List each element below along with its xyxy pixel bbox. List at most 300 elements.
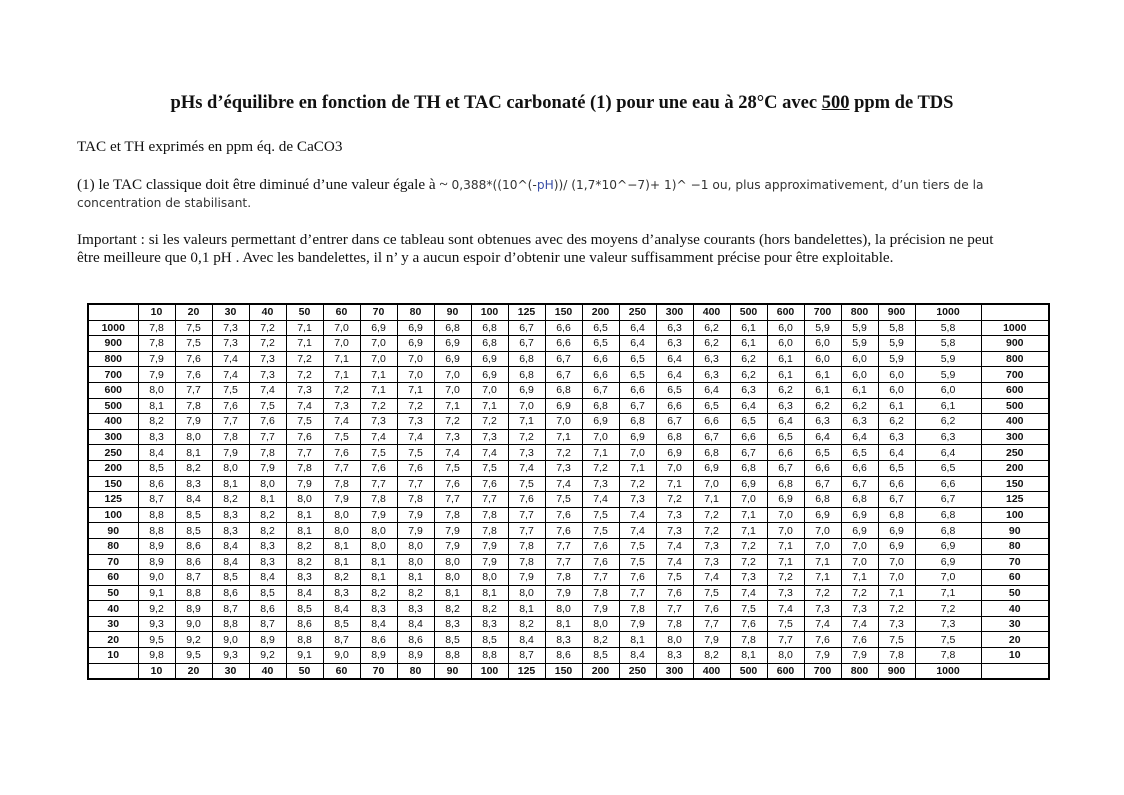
ph-value-cell: 8,1	[545, 616, 582, 632]
ph-value-cell: 6,2	[767, 382, 804, 398]
ph-value-cell: 8,9	[249, 632, 286, 648]
table-row	[88, 367, 1049, 383]
ph-value-cell: 5,9	[804, 320, 841, 336]
ph-value-cell: 8,4	[175, 492, 212, 508]
ph-value-cell: 7,0	[360, 351, 397, 367]
ph-value-cell: 7,7	[767, 632, 804, 648]
ph-value-cell: 6,2	[915, 414, 981, 430]
ph-value-cell: 6,9	[360, 320, 397, 336]
table-row	[88, 523, 1049, 539]
ph-value-cell: 8,4	[360, 616, 397, 632]
ph-value-cell: 6,8	[915, 507, 981, 523]
ph-value-cell: 6,5	[878, 460, 915, 476]
ph-value-cell: 7,0	[582, 429, 619, 445]
column-header: 40	[249, 304, 286, 320]
ph-value-cell: 8,0	[323, 523, 360, 539]
ph-value-cell: 7,2	[471, 414, 508, 430]
ph-value-cell: 7,7	[508, 523, 545, 539]
ph-value-cell: 7,0	[841, 554, 878, 570]
ph-value-cell: 8,5	[175, 507, 212, 523]
row-label-right: 900	[981, 336, 1049, 352]
column-header: 400	[693, 663, 730, 679]
column-header: 300	[656, 304, 693, 320]
ph-value-cell: 6,3	[841, 414, 878, 430]
ph-value-cell: 7,0	[323, 320, 360, 336]
ph-value-cell: 6,6	[767, 445, 804, 461]
ph-value-cell: 7,1	[286, 320, 323, 336]
ph-value-cell: 7,8	[878, 648, 915, 664]
column-header: 90	[434, 304, 471, 320]
ph-value-cell: 5,9	[841, 336, 878, 352]
ph-value-cell: 6,2	[693, 320, 730, 336]
row-label: 500	[88, 398, 138, 414]
ph-value-cell: 7,9	[434, 523, 471, 539]
ph-value-cell: 7,1	[323, 351, 360, 367]
ph-value-cell: 8,0	[471, 570, 508, 586]
ph-value-cell: 6,7	[508, 320, 545, 336]
ph-value-cell: 7,1	[767, 554, 804, 570]
ph-value-cell: 8,7	[138, 492, 175, 508]
ph-value-cell: 6,9	[767, 492, 804, 508]
column-header: 500	[730, 663, 767, 679]
ph-value-cell: 6,5	[582, 336, 619, 352]
column-header: 50	[286, 663, 323, 679]
column-header: 40	[249, 663, 286, 679]
ph-value-cell: 6,9	[582, 414, 619, 430]
ph-value-cell: 6,9	[915, 554, 981, 570]
ph-value-cell: 6,9	[619, 429, 656, 445]
ph-value-cell: 7,7	[175, 382, 212, 398]
ph-value-cell: 7,4	[656, 554, 693, 570]
ph-value-cell: 7,4	[841, 616, 878, 632]
ph-value-cell: 6,5	[767, 429, 804, 445]
important-line2: être meilleure que 0,1 pH . Avec les bandelettes, il n’ y a aucun espoir d’obtenir une valeur suffisamment précise pour être exploitable.	[77, 249, 894, 266]
ph-value-cell: 7,3	[693, 538, 730, 554]
row-label: 125	[88, 492, 138, 508]
ph-value-cell: 6,2	[804, 398, 841, 414]
ph-value-cell: 8,1	[360, 570, 397, 586]
ph-value-cell: 8,5	[323, 616, 360, 632]
ph-value-cell: 8,4	[212, 554, 249, 570]
ph-value-cell: 7,5	[693, 585, 730, 601]
ph-value-cell: 8,1	[619, 632, 656, 648]
ph-value-cell: 7,9	[471, 554, 508, 570]
ph-value-cell: 8,9	[138, 538, 175, 554]
ph-value-cell: 7,2	[915, 601, 981, 617]
ph-value-cell: 8,1	[397, 570, 434, 586]
ph-value-cell: 6,6	[915, 476, 981, 492]
ph-value-cell: 8,1	[286, 507, 323, 523]
ph-value-cell: 7,1	[730, 523, 767, 539]
ph-value-cell: 6,1	[804, 367, 841, 383]
ph-value-cell: 7,4	[767, 601, 804, 617]
ph-value-cell: 6,9	[693, 460, 730, 476]
ph-value-cell: 6,9	[434, 336, 471, 352]
ph-value-cell: 8,6	[249, 601, 286, 617]
column-header: 125	[508, 304, 545, 320]
note-paragraph	[77, 176, 1052, 212]
ph-value-cell: 7,4	[471, 445, 508, 461]
ph-value-cell: 6,5	[730, 414, 767, 430]
ph-value-cell: 9,2	[138, 601, 175, 617]
ph-value-cell: 8,3	[545, 632, 582, 648]
column-header: 900	[878, 663, 915, 679]
ph-value-cell: 8,2	[582, 632, 619, 648]
ph-value-cell: 7,0	[434, 367, 471, 383]
ph-value-cell: 7,6	[693, 601, 730, 617]
column-header: 90	[434, 663, 471, 679]
ph-value-cell: 6,8	[619, 414, 656, 430]
ph-value-cell: 7,1	[804, 554, 841, 570]
ph-value-cell: 7,0	[915, 570, 981, 586]
ph-value-cell: 7,9	[545, 585, 582, 601]
ph-value-cell: 7,7	[693, 616, 730, 632]
ph-value-cell: 7,7	[582, 570, 619, 586]
table-row	[88, 492, 1049, 508]
ph-value-cell: 9,1	[286, 648, 323, 664]
ph-value-cell: 7,9	[804, 648, 841, 664]
ph-value-cell: 8,0	[249, 476, 286, 492]
ph-value-cell: 8,4	[619, 648, 656, 664]
ph-value-cell: 8,1	[323, 538, 360, 554]
ph-value-cell: 6,0	[878, 382, 915, 398]
ph-value-cell: 8,3	[656, 648, 693, 664]
ph-value-cell: 7,1	[804, 570, 841, 586]
ph-value-cell: 7,2	[582, 460, 619, 476]
ph-value-cell: 6,9	[656, 445, 693, 461]
ph-value-cell: 9,8	[138, 648, 175, 664]
ph-value-cell: 6,4	[656, 367, 693, 383]
row-label: 150	[88, 476, 138, 492]
ph-value-cell: 8,5	[471, 632, 508, 648]
row-label: 20	[88, 632, 138, 648]
ph-value-cell: 6,5	[915, 460, 981, 476]
ph-value-cell: 7,3	[804, 601, 841, 617]
ph-value-cell: 6,1	[730, 336, 767, 352]
ph-value-cell: 7,8	[730, 632, 767, 648]
ph-value-cell: 7,9	[138, 351, 175, 367]
row-label-right: 10	[981, 648, 1049, 664]
ph-value-cell: 7,7	[286, 445, 323, 461]
ph-value-cell: 7,5	[582, 523, 619, 539]
table-row	[88, 476, 1049, 492]
ph-value-cell: 7,6	[175, 367, 212, 383]
column-header: 300	[656, 663, 693, 679]
ph-value-cell: 7,2	[693, 523, 730, 539]
row-label-right: 1000	[981, 320, 1049, 336]
table-footer-row	[88, 663, 1049, 679]
ph-value-cell: 6,6	[841, 460, 878, 476]
ph-value-cell: 8,5	[434, 632, 471, 648]
ph-value-cell: 7,6	[471, 476, 508, 492]
column-header: 800	[841, 304, 878, 320]
ph-value-cell: 6,7	[693, 429, 730, 445]
ph-value-cell: 6,8	[730, 460, 767, 476]
ph-value-cell: 7,9	[360, 507, 397, 523]
ph-value-cell: 8,2	[360, 585, 397, 601]
ph-value-cell: 7,4	[582, 492, 619, 508]
ph-value-cell: 7,1	[915, 585, 981, 601]
ph-value-cell: 7,8	[360, 492, 397, 508]
row-label-right: 125	[981, 492, 1049, 508]
column-header: 600	[767, 663, 804, 679]
ph-value-cell: 8,3	[175, 476, 212, 492]
note-formula	[451, 178, 983, 192]
ph-value-cell: 7,0	[767, 507, 804, 523]
ph-value-cell: 7,2	[508, 429, 545, 445]
ph-value-cell: 8,6	[175, 538, 212, 554]
ph-value-cell: 6,3	[656, 336, 693, 352]
row-label: 800	[88, 351, 138, 367]
ph-value-cell: 7,5	[434, 460, 471, 476]
important-line1: Important : si les valeurs permettant d’entrer dans ce tableau sont obtenues avec des moyens d’analyse courants (hors bandelettes), la précision ne peut	[77, 231, 994, 248]
ph-value-cell: 8,5	[175, 523, 212, 539]
ph-value-cell: 7,6	[804, 632, 841, 648]
ph-value-cell: 7,4	[360, 429, 397, 445]
ph-value-cell: 8,2	[175, 460, 212, 476]
ph-value-cell: 7,1	[434, 398, 471, 414]
ph-value-cell: 8,0	[360, 538, 397, 554]
ph-value-cell: 7,0	[804, 523, 841, 539]
ph-value-cell: 7,5	[545, 492, 582, 508]
ph-value-cell: 6,1	[804, 382, 841, 398]
ph-value-cell: 7,9	[397, 507, 434, 523]
ph-value-cell: 8,5	[212, 570, 249, 586]
ph-value-cell: 8,7	[323, 632, 360, 648]
ph-value-cell: 7,4	[323, 414, 360, 430]
ph-value-cell: 7,2	[841, 585, 878, 601]
ph-value-cell: 7,1	[508, 414, 545, 430]
ph-value-cell: 7,2	[434, 414, 471, 430]
ph-value-cell: 6,0	[878, 367, 915, 383]
table-row	[88, 585, 1049, 601]
column-header: 30	[212, 663, 249, 679]
ph-value-cell: 8,1	[434, 585, 471, 601]
ph-value-cell: 8,8	[471, 648, 508, 664]
ph-value-cell: 8,3	[138, 429, 175, 445]
table-row	[88, 398, 1049, 414]
ph-value-cell: 7,1	[360, 367, 397, 383]
ph-value-cell: 7,8	[619, 601, 656, 617]
ph-value-cell: 7,3	[545, 460, 582, 476]
table-row	[88, 507, 1049, 523]
ph-value-cell: 7,6	[286, 429, 323, 445]
row-label: 90	[88, 523, 138, 539]
ph-value-cell: 7,6	[619, 570, 656, 586]
ph-value-cell: 8,4	[138, 445, 175, 461]
ph-value-cell: 6,0	[804, 336, 841, 352]
ph-value-cell: 7,8	[545, 570, 582, 586]
ph-value-cell: 7,1	[323, 367, 360, 383]
column-header: 70	[360, 304, 397, 320]
row-label: 200	[88, 460, 138, 476]
row-label: 700	[88, 367, 138, 383]
ph-value-cell: 7,1	[360, 382, 397, 398]
ph-value-cell: 6,7	[656, 414, 693, 430]
table-row	[88, 570, 1049, 586]
ph-value-cell: 7,5	[656, 570, 693, 586]
ph-value-cell: 6,1	[915, 398, 981, 414]
ph-value-cell: 7,3	[582, 476, 619, 492]
table-row	[88, 429, 1049, 445]
column-header: 200	[582, 304, 619, 320]
row-label-right: 80	[981, 538, 1049, 554]
ph-value-cell: 8,0	[212, 460, 249, 476]
ph-value-cell: 8,0	[175, 429, 212, 445]
title-after: ppm de TDS	[849, 93, 954, 113]
ph-value-cell: 7,7	[360, 476, 397, 492]
ph-value-cell: 7,9	[582, 601, 619, 617]
table-row	[88, 445, 1049, 461]
ph-value-cell: 7,5	[175, 336, 212, 352]
table-row	[88, 351, 1049, 367]
column-header: 250	[619, 304, 656, 320]
ph-value-cell: 6,3	[804, 414, 841, 430]
row-label: 100	[88, 507, 138, 523]
row-label-right: 150	[981, 476, 1049, 492]
ph-value-cell: 7,5	[730, 601, 767, 617]
ph-value-cell: 6,6	[656, 398, 693, 414]
ph-value-cell: 7,2	[286, 351, 323, 367]
title-before: pHs d’équilibre en fonction de TH et TAC carbonaté (1) pour une eau à 28°C avec	[170, 93, 822, 113]
ph-value-cell: 7,7	[656, 601, 693, 617]
units-line: TAC et TH exprimés en ppm éq. de CaCO3	[77, 138, 343, 155]
ph-value-cell: 7,6	[545, 507, 582, 523]
ph-value-cell: 6,6	[730, 429, 767, 445]
ph-value-cell: 6,9	[878, 538, 915, 554]
ph-value-cell: 7,9	[471, 538, 508, 554]
ph-value-cell: 7,8	[471, 507, 508, 523]
ph-value-cell: 5,9	[915, 351, 981, 367]
row-label: 10	[88, 648, 138, 664]
note-formula-a: 0,388*((10^(-	[451, 178, 537, 192]
ph-value-cell: 6,8	[878, 507, 915, 523]
ph-value-cell: 7,8	[656, 616, 693, 632]
ph-value-cell: 8,2	[249, 523, 286, 539]
ph-value-cell: 6,0	[915, 382, 981, 398]
ph-value-cell: 9,0	[323, 648, 360, 664]
ph-value-cell: 7,4	[434, 445, 471, 461]
column-header: 250	[619, 663, 656, 679]
ph-value-cell: 8,6	[175, 554, 212, 570]
ph-value-cell: 8,3	[434, 616, 471, 632]
column-header: 125	[508, 663, 545, 679]
ph-value-cell: 7,5	[471, 460, 508, 476]
ph-value-cell: 7,7	[212, 414, 249, 430]
ph-value-cell: 8,8	[286, 632, 323, 648]
row-label: 1000	[88, 320, 138, 336]
ph-value-cell: 7,5	[175, 320, 212, 336]
ph-value-cell: 6,8	[471, 336, 508, 352]
ph-value-cell: 8,9	[138, 554, 175, 570]
ph-value-cell: 7,5	[915, 632, 981, 648]
ph-value-cell: 6,7	[767, 460, 804, 476]
ph-value-cell: 7,0	[397, 351, 434, 367]
ph-value-cell: 8,6	[545, 648, 582, 664]
ph-value-cell: 7,1	[619, 460, 656, 476]
ph-value-cell: 6,0	[841, 351, 878, 367]
ph-value-cell: 6,3	[878, 429, 915, 445]
ph-value-cell: 7,8	[212, 429, 249, 445]
ph-value-cell: 7,0	[619, 445, 656, 461]
table-row	[88, 460, 1049, 476]
column-header: 200	[582, 663, 619, 679]
ph-value-cell: 7,9	[212, 445, 249, 461]
ph-value-cell: 7,2	[249, 320, 286, 336]
ph-value-cell: 6,2	[730, 351, 767, 367]
ph-value-cell: 6,7	[619, 398, 656, 414]
ph-value-cell: 8,0	[434, 554, 471, 570]
ph-value-cell: 6,0	[841, 367, 878, 383]
ph-value-cell: 6,4	[878, 445, 915, 461]
ph-value-cell: 6,8	[508, 367, 545, 383]
ph-value-cell: 7,2	[249, 336, 286, 352]
table-row	[88, 601, 1049, 617]
ph-value-cell: 8,4	[286, 585, 323, 601]
ph-value-cell: 8,4	[249, 570, 286, 586]
ph-value-cell: 7,4	[804, 616, 841, 632]
column-header: 100	[471, 663, 508, 679]
ph-value-cell: 6,8	[693, 445, 730, 461]
row-label-right: 100	[981, 507, 1049, 523]
ph-value-cell: 7,2	[545, 445, 582, 461]
ph-value-cell: 7,1	[841, 570, 878, 586]
ph-value-cell: 7,9	[175, 414, 212, 430]
ph-value-cell: 7,3	[397, 414, 434, 430]
ph-value-cell: 8,0	[582, 616, 619, 632]
row-label: 600	[88, 382, 138, 398]
ph-value-cell: 8,0	[656, 632, 693, 648]
ph-value-cell: 6,4	[915, 445, 981, 461]
ph-value-cell: 5,8	[878, 320, 915, 336]
ph-value-cell: 8,9	[397, 648, 434, 664]
ph-value-cell: 7,4	[730, 585, 767, 601]
column-header: 20	[175, 663, 212, 679]
ph-value-cell: 7,1	[878, 585, 915, 601]
ph-value-cell: 6,8	[804, 492, 841, 508]
note-formula-b: ))/ (1,7*10^−7)+ 1)^ −1 ou, plus approximativement, d’un tiers de la	[553, 178, 984, 192]
table-row	[88, 382, 1049, 398]
ph-value-cell: 7,1	[471, 398, 508, 414]
ph-value-cell: 7,5	[619, 538, 656, 554]
ph-value-cell: 8,8	[138, 507, 175, 523]
ph-value-cell: 7,6	[323, 445, 360, 461]
ph-value-cell: 6,8	[841, 492, 878, 508]
ph-value-cell: 7,5	[249, 398, 286, 414]
ph-value-cell: 7,9	[249, 460, 286, 476]
ph-value-cell: 6,9	[471, 367, 508, 383]
ph-value-cell: 6,3	[656, 320, 693, 336]
ph-value-cell: 6,5	[619, 367, 656, 383]
ph-value-cell: 7,8	[471, 523, 508, 539]
column-header: 60	[323, 304, 360, 320]
ph-value-cell: 8,3	[286, 570, 323, 586]
ph-value-cell: 7,6	[434, 476, 471, 492]
row-label: 30	[88, 616, 138, 632]
ph-value-cell: 7,2	[693, 507, 730, 523]
ph-value-cell: 6,7	[915, 492, 981, 508]
ph-value-cell: 6,3	[915, 429, 981, 445]
ph-value-cell: 7,3	[767, 585, 804, 601]
ph-value-cell: 7,0	[397, 367, 434, 383]
row-label: 80	[88, 538, 138, 554]
ph-value-cell: 7,0	[471, 382, 508, 398]
ph-value-cell: 9,3	[212, 648, 249, 664]
note-line2: concentration de stabilisant.	[77, 196, 252, 210]
ph-value-cell: 6,9	[878, 523, 915, 539]
ph-value-cell: 7,9	[619, 616, 656, 632]
ph-value-cell: 7,0	[360, 336, 397, 352]
